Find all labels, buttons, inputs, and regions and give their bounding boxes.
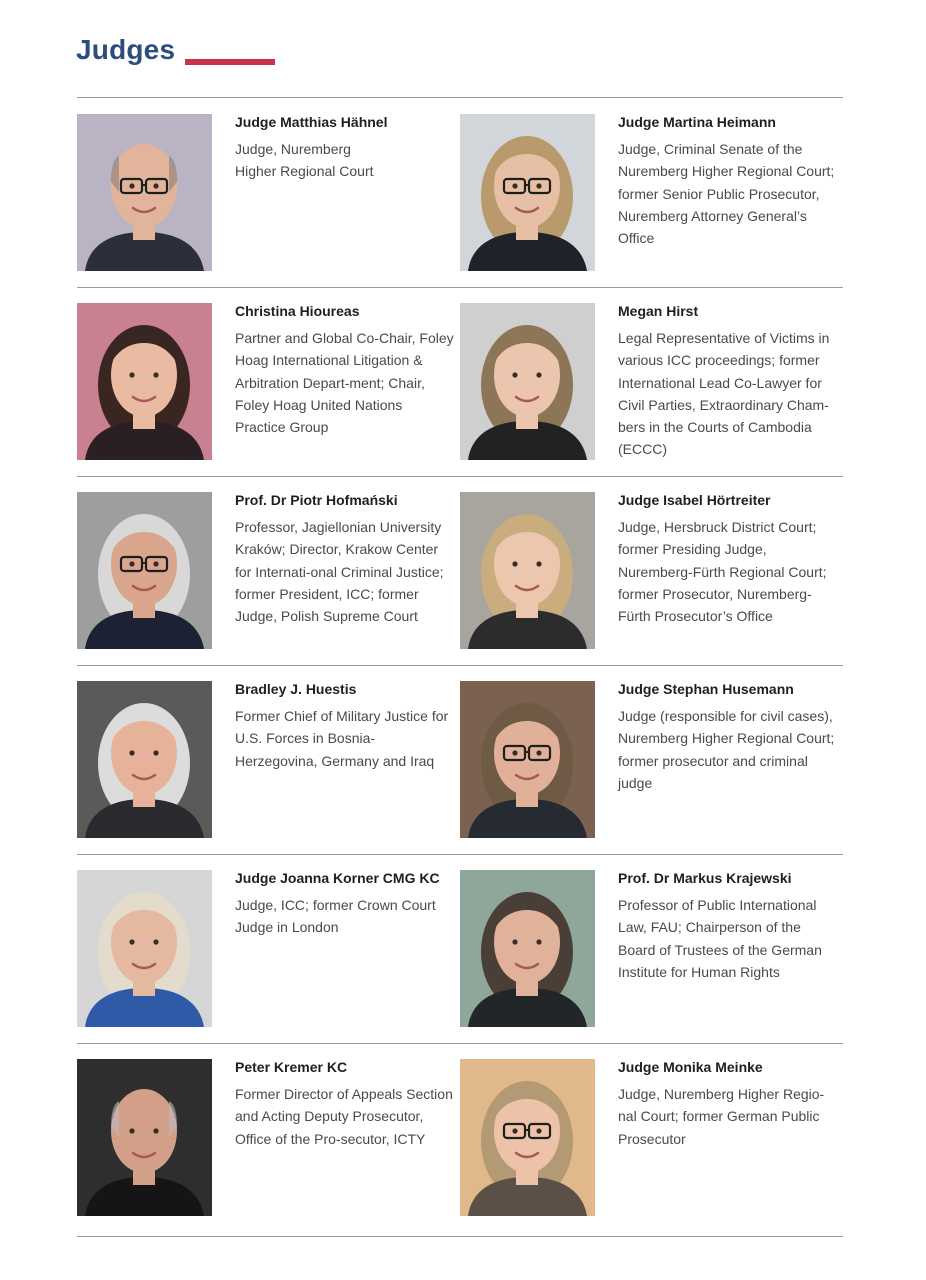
eye-shape — [536, 372, 541, 377]
judge-photo — [460, 114, 595, 271]
judge-description: Professor, Jagiellonian University Kraków; Director, Krakow Center for Internati-onal Criminal Justice; former President, ICC; former Judge, Polish Supreme Court — [235, 519, 444, 625]
judge-card — [77, 98, 460, 287]
judge-description: Judge, Hersbruck District Court; former Presiding Judge, Nuremberg-Fürth Regional Court; former Prosecutor, Nuremberg-Fürth Prosecutor’s Office — [618, 519, 827, 625]
judge-card — [460, 287, 843, 476]
judge-name: Judge Monika Meinke — [618, 1059, 763, 1075]
title-accent-bar — [185, 59, 275, 65]
judge-name: Judge Joanna Korner CMG KC — [235, 870, 440, 886]
judge-card — [460, 98, 843, 287]
judge-name: Prof. Dr Piotr Hofmański — [235, 492, 398, 508]
eye-shape — [536, 561, 541, 566]
judge-name: Judge Isabel Hörtreiter — [618, 492, 771, 508]
page-title: Judges — [76, 34, 176, 65]
judge-description: Former Chief of Military Justice for U.S. Forces in Bosnia-Herzegovina, Germany and Iraq — [235, 708, 449, 769]
eye-shape — [512, 372, 517, 377]
judge-description: Judge, Criminal Senate of the Nuremberg Higher Regional Court; former Senior Public Prosecutor, Nuremberg Attorney General’s Office — [618, 141, 835, 247]
judge-card — [77, 1043, 460, 1232]
eye-shape — [153, 372, 158, 377]
eye-shape — [153, 750, 158, 755]
eye-shape — [153, 1128, 158, 1133]
judge-card — [77, 854, 460, 1043]
judge-name: Bradley J. Huestis — [235, 681, 357, 697]
judge-photo — [460, 870, 595, 1027]
eye-shape — [536, 750, 541, 755]
judge-description: Legal Representative of Victims in various ICC proceedings; former International Lead Co-Lawyer for Civil Parties, Extraordinary Cham-bers in the Courts of Cambodia (ECCC) — [618, 330, 830, 458]
eye-shape — [153, 939, 158, 944]
judge-description: Judge (responsible for civil cases), Nuremberg Higher Regional Court; former prosecutor and criminal judge — [618, 708, 835, 791]
judge-photo — [77, 303, 212, 460]
judge-name: Megan Hirst — [618, 303, 699, 319]
judge-card — [460, 476, 843, 665]
eye-shape — [153, 561, 158, 566]
judge-card — [460, 665, 843, 854]
eye-shape — [129, 372, 134, 377]
judge-description: Judge, Nuremberg Higher Regio-nal Court; former German Public Prosecutor — [618, 1086, 825, 1147]
eye-shape — [129, 939, 134, 944]
judge-description: Judge, Nuremberg Higher Regional Court — [235, 141, 374, 180]
judge-name: Peter Kremer KC — [235, 1059, 348, 1075]
judge-name: Prof. Dr Markus Krajewski — [618, 870, 792, 886]
judges-grid — [77, 98, 843, 1232]
eye-shape — [512, 750, 517, 755]
eye-shape — [512, 1128, 517, 1133]
judge-photo — [460, 681, 595, 838]
judge-photo — [460, 492, 595, 649]
eye-shape — [536, 1128, 541, 1133]
divider — [77, 1236, 843, 1237]
judge-photo — [77, 492, 212, 649]
judge-description: Professor of Public International Law, FAU; Chairperson of the Board of Trustees of the German Institute for Human Rights — [618, 897, 822, 980]
judge-card — [77, 476, 460, 665]
eye-shape — [129, 183, 134, 188]
judge-name: Judge Matthias Hähnel — [235, 114, 388, 130]
judge-photo — [77, 681, 212, 838]
eye-shape — [512, 183, 517, 188]
judge-photo — [77, 1059, 212, 1216]
judge-photo — [460, 303, 595, 460]
judge-photo — [77, 870, 212, 1027]
judge-card — [460, 1043, 843, 1232]
judge-description: Partner and Global Co-Chair, Foley Hoag International Litigation & Arbitration Depart-ment; Chair, Foley Hoag United Nations Practice Group — [235, 330, 454, 436]
judge-description: Former Director of Appeals Section and Acting Deputy Prosecutor, Office of the Pro-secutor, ICTY — [235, 1086, 453, 1147]
judge-card — [77, 287, 460, 476]
judge-name: Christina Hioureas — [235, 303, 360, 319]
eye-shape — [129, 750, 134, 755]
eye-shape — [153, 183, 158, 188]
eye-shape — [129, 561, 134, 566]
judge-description: Judge, ICC; former Crown Court Judge in London — [235, 897, 436, 936]
eye-shape — [512, 939, 517, 944]
eye-shape — [512, 561, 517, 566]
judge-card — [77, 665, 460, 854]
eye-shape — [536, 183, 541, 188]
judge-card — [460, 854, 843, 1043]
judge-name: Judge Stephan Husemann — [618, 681, 794, 697]
eye-shape — [536, 939, 541, 944]
eye-shape — [129, 1128, 134, 1133]
face-shape — [111, 1089, 177, 1173]
judge-photo — [460, 1059, 595, 1216]
judge-photo — [77, 114, 212, 271]
judge-name: Judge Martina Heimann — [618, 114, 776, 130]
